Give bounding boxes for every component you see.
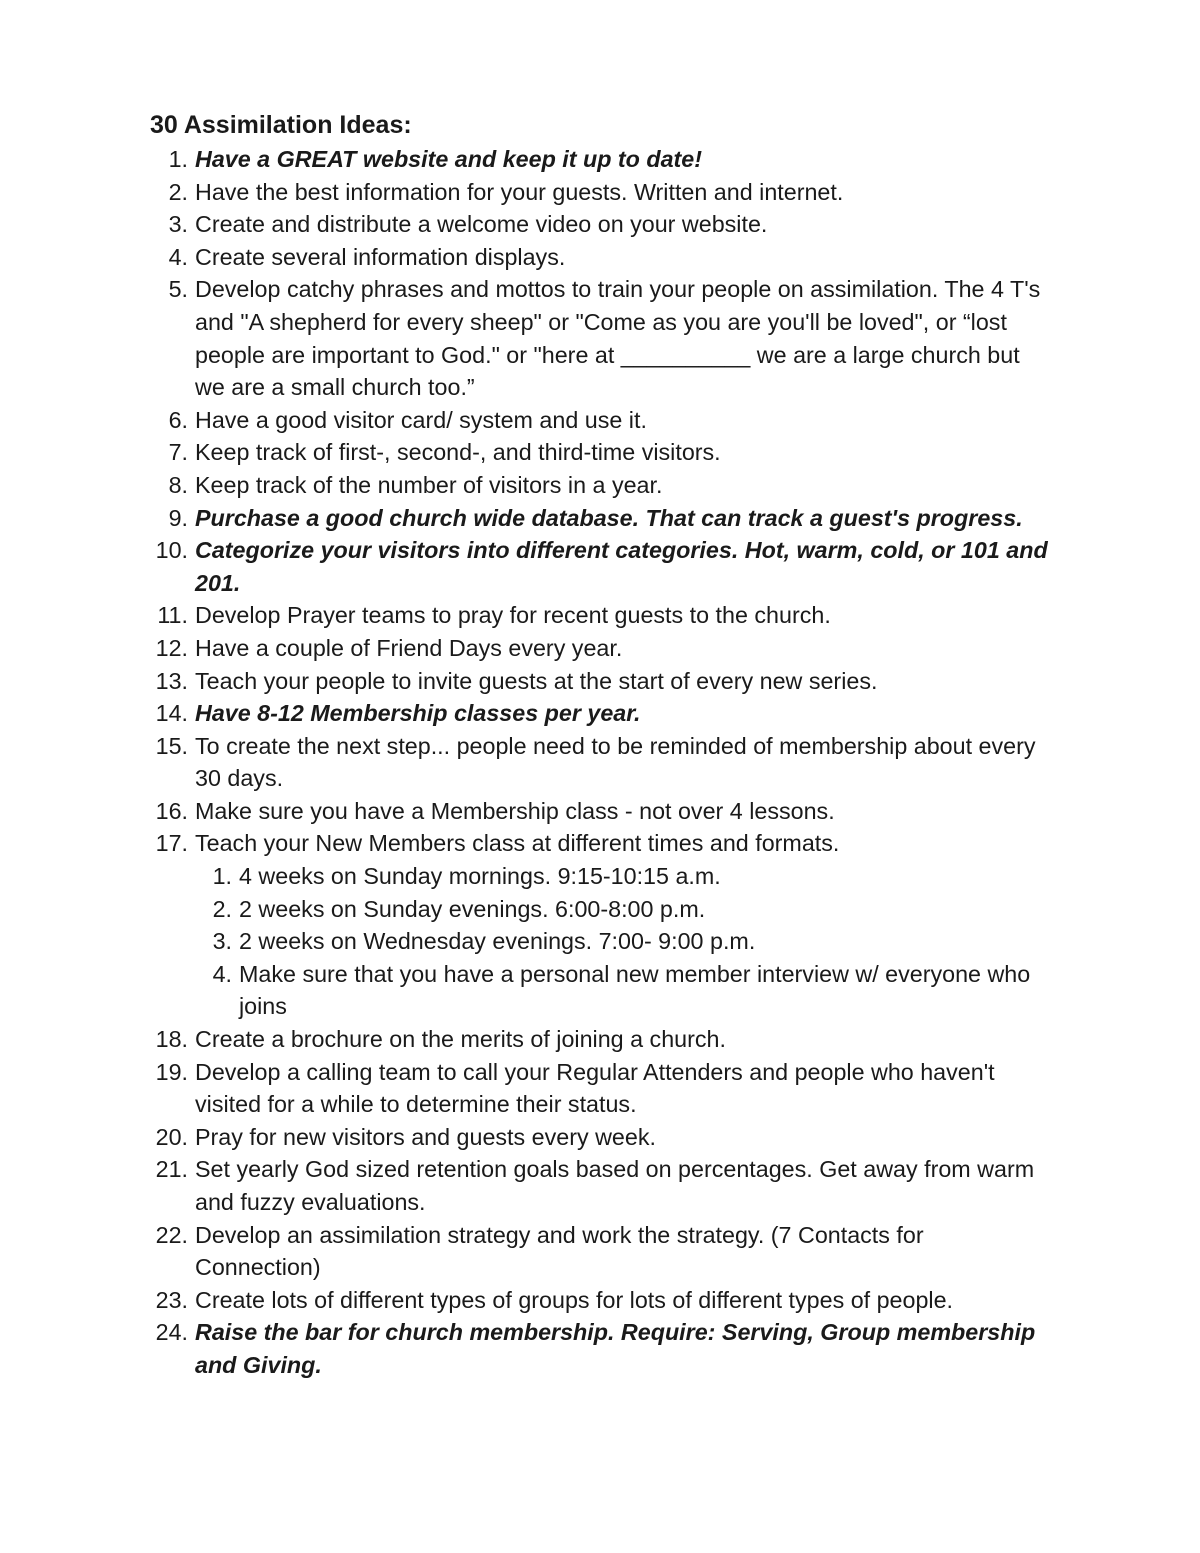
list-item bbox=[150, 599, 1050, 632]
item-number: 7. bbox=[168, 439, 188, 466]
item-text: Categorize your visitors into different categories. Hot, warm, cold, or 101 and 201. bbox=[195, 537, 1048, 596]
item-text: To create the next step... people need to be reminded of membership about every 30 days. bbox=[195, 732, 1036, 792]
document-title: 30 Assimilation Ideas: bbox=[150, 111, 412, 139]
sub-item-number: 4. bbox=[212, 960, 232, 987]
list-item bbox=[150, 665, 1050, 698]
item-text: Make sure you have a Membership class - not over 4 lessons. bbox=[195, 797, 835, 824]
item-number: 20. bbox=[155, 1123, 188, 1150]
list-item bbox=[150, 1219, 1050, 1284]
item-text: Raise the bar for church membership. Require: Serving, Group membership and Giving. bbox=[195, 1319, 1036, 1378]
sub-list bbox=[195, 860, 1050, 1023]
item-text: Develop catchy phrases and mottos to train your people on assimilation. The 4 T's and "A shepherd for every sheep" or "Come as you are you'll be loved", or “lost people are important to God." or "here at __________ we are a large church but we are a small church too.” bbox=[195, 276, 1041, 401]
list-item bbox=[150, 273, 1050, 403]
item-number: 4. bbox=[168, 243, 188, 270]
item-number: 23. bbox=[155, 1286, 188, 1313]
list-item bbox=[150, 827, 1050, 1023]
item-number: 15. bbox=[155, 732, 188, 759]
document-page bbox=[150, 106, 1050, 1382]
list-item bbox=[150, 1056, 1050, 1121]
list-item bbox=[150, 1284, 1050, 1317]
item-text: Create several information displays. bbox=[195, 243, 566, 270]
item-number: 9. bbox=[168, 504, 188, 531]
list-item bbox=[150, 208, 1050, 241]
list-item bbox=[150, 1316, 1050, 1381]
item-text: Purchase a good church wide database. That can track a guest's progress. bbox=[195, 504, 1023, 531]
item-number: 8. bbox=[168, 471, 188, 498]
sub-list-item bbox=[195, 860, 1050, 893]
item-number: 11. bbox=[157, 602, 188, 629]
list-item bbox=[150, 469, 1050, 502]
list-item bbox=[150, 697, 1050, 730]
sub-item-text: 4 weeks on Sunday mornings. 9:15-10:15 a.m. bbox=[239, 863, 721, 890]
list-item bbox=[150, 632, 1050, 665]
item-text: Pray for new visitors and guests every week. bbox=[195, 1123, 656, 1150]
item-text: Have a good visitor card/ system and use it. bbox=[195, 406, 647, 433]
list-item bbox=[150, 1023, 1050, 1056]
item-text: Develop Prayer teams to pray for recent guests to the church. bbox=[195, 602, 831, 629]
item-number: 1. bbox=[168, 146, 188, 172]
item-text: Develop a calling team to call your Regular Attenders and people who haven't visited for a while to determine their status. bbox=[195, 1058, 995, 1118]
sub-item-text: 2 weeks on Sunday evenings. 6:00-8:00 p.m. bbox=[239, 895, 706, 922]
list-item bbox=[150, 241, 1050, 274]
sub-item-text: 2 weeks on Wednesday evenings. 7:00- 9:00 p.m. bbox=[239, 928, 756, 955]
item-text: Have the best information for your guests. Written and internet. bbox=[195, 178, 844, 205]
sub-item-number: 2. bbox=[212, 895, 232, 922]
item-number: 16. bbox=[155, 797, 188, 824]
list-item bbox=[150, 143, 1050, 176]
item-number: 24. bbox=[155, 1319, 188, 1346]
item-text: Have 8-12 Membership classes per year. bbox=[195, 700, 641, 727]
item-number: 18. bbox=[155, 1026, 188, 1053]
item-number: 2. bbox=[168, 178, 188, 205]
item-number: 5. bbox=[168, 276, 188, 303]
sub-list-item bbox=[195, 925, 1050, 958]
item-number: 13. bbox=[155, 667, 188, 694]
list-item bbox=[150, 534, 1050, 599]
item-number: 10. bbox=[155, 537, 188, 564]
sub-item-number: 1. bbox=[212, 863, 232, 890]
list-item bbox=[150, 436, 1050, 469]
item-text: Have a couple of Friend Days every year. bbox=[195, 634, 623, 661]
item-text: Keep track of the number of visitors in a year. bbox=[195, 471, 663, 498]
list-item bbox=[150, 795, 1050, 828]
item-number: 17. bbox=[155, 830, 188, 857]
item-text: Create a brochure on the merits of joining a church. bbox=[195, 1026, 726, 1053]
sub-item-text: Make sure that you have a personal new member interview w/ everyone who joins bbox=[239, 960, 1031, 1020]
list-item bbox=[150, 1153, 1050, 1218]
item-text: Keep track of first-, second-, and third-time visitors. bbox=[195, 439, 721, 466]
item-number: 12. bbox=[155, 634, 188, 661]
item-number: 6. bbox=[168, 406, 188, 433]
list-item bbox=[150, 502, 1050, 535]
list-item bbox=[150, 404, 1050, 437]
item-text: Teach your people to invite guests at the start of every new series. bbox=[195, 667, 878, 694]
item-number: 19. bbox=[155, 1058, 188, 1085]
item-number: 14. bbox=[155, 700, 188, 727]
list-item bbox=[150, 730, 1050, 795]
list-item bbox=[150, 1121, 1050, 1154]
item-text: Create lots of different types of groups for lots of different types of people. bbox=[195, 1286, 954, 1313]
item-text: Develop an assimilation strategy and work the strategy. (7 Contacts for Connection) bbox=[195, 1221, 924, 1281]
item-number: 22. bbox=[155, 1221, 188, 1248]
item-text: Teach your New Members class at different times and formats. bbox=[195, 830, 840, 857]
ideas-list bbox=[150, 143, 1050, 1382]
item-text: Create and distribute a welcome video on your website. bbox=[195, 211, 768, 238]
item-number: 21. bbox=[155, 1156, 188, 1183]
item-text: Have a GREAT website and keep it up to date! bbox=[195, 146, 703, 172]
item-text: Set yearly God sized retention goals based on percentages. Get away from warm and fuzzy evaluations. bbox=[195, 1156, 1035, 1215]
sub-item-number: 3. bbox=[212, 928, 232, 955]
sub-list-item bbox=[195, 958, 1050, 1023]
item-number: 3. bbox=[168, 211, 188, 238]
list-item bbox=[150, 176, 1050, 209]
sub-list-item bbox=[195, 893, 1050, 926]
